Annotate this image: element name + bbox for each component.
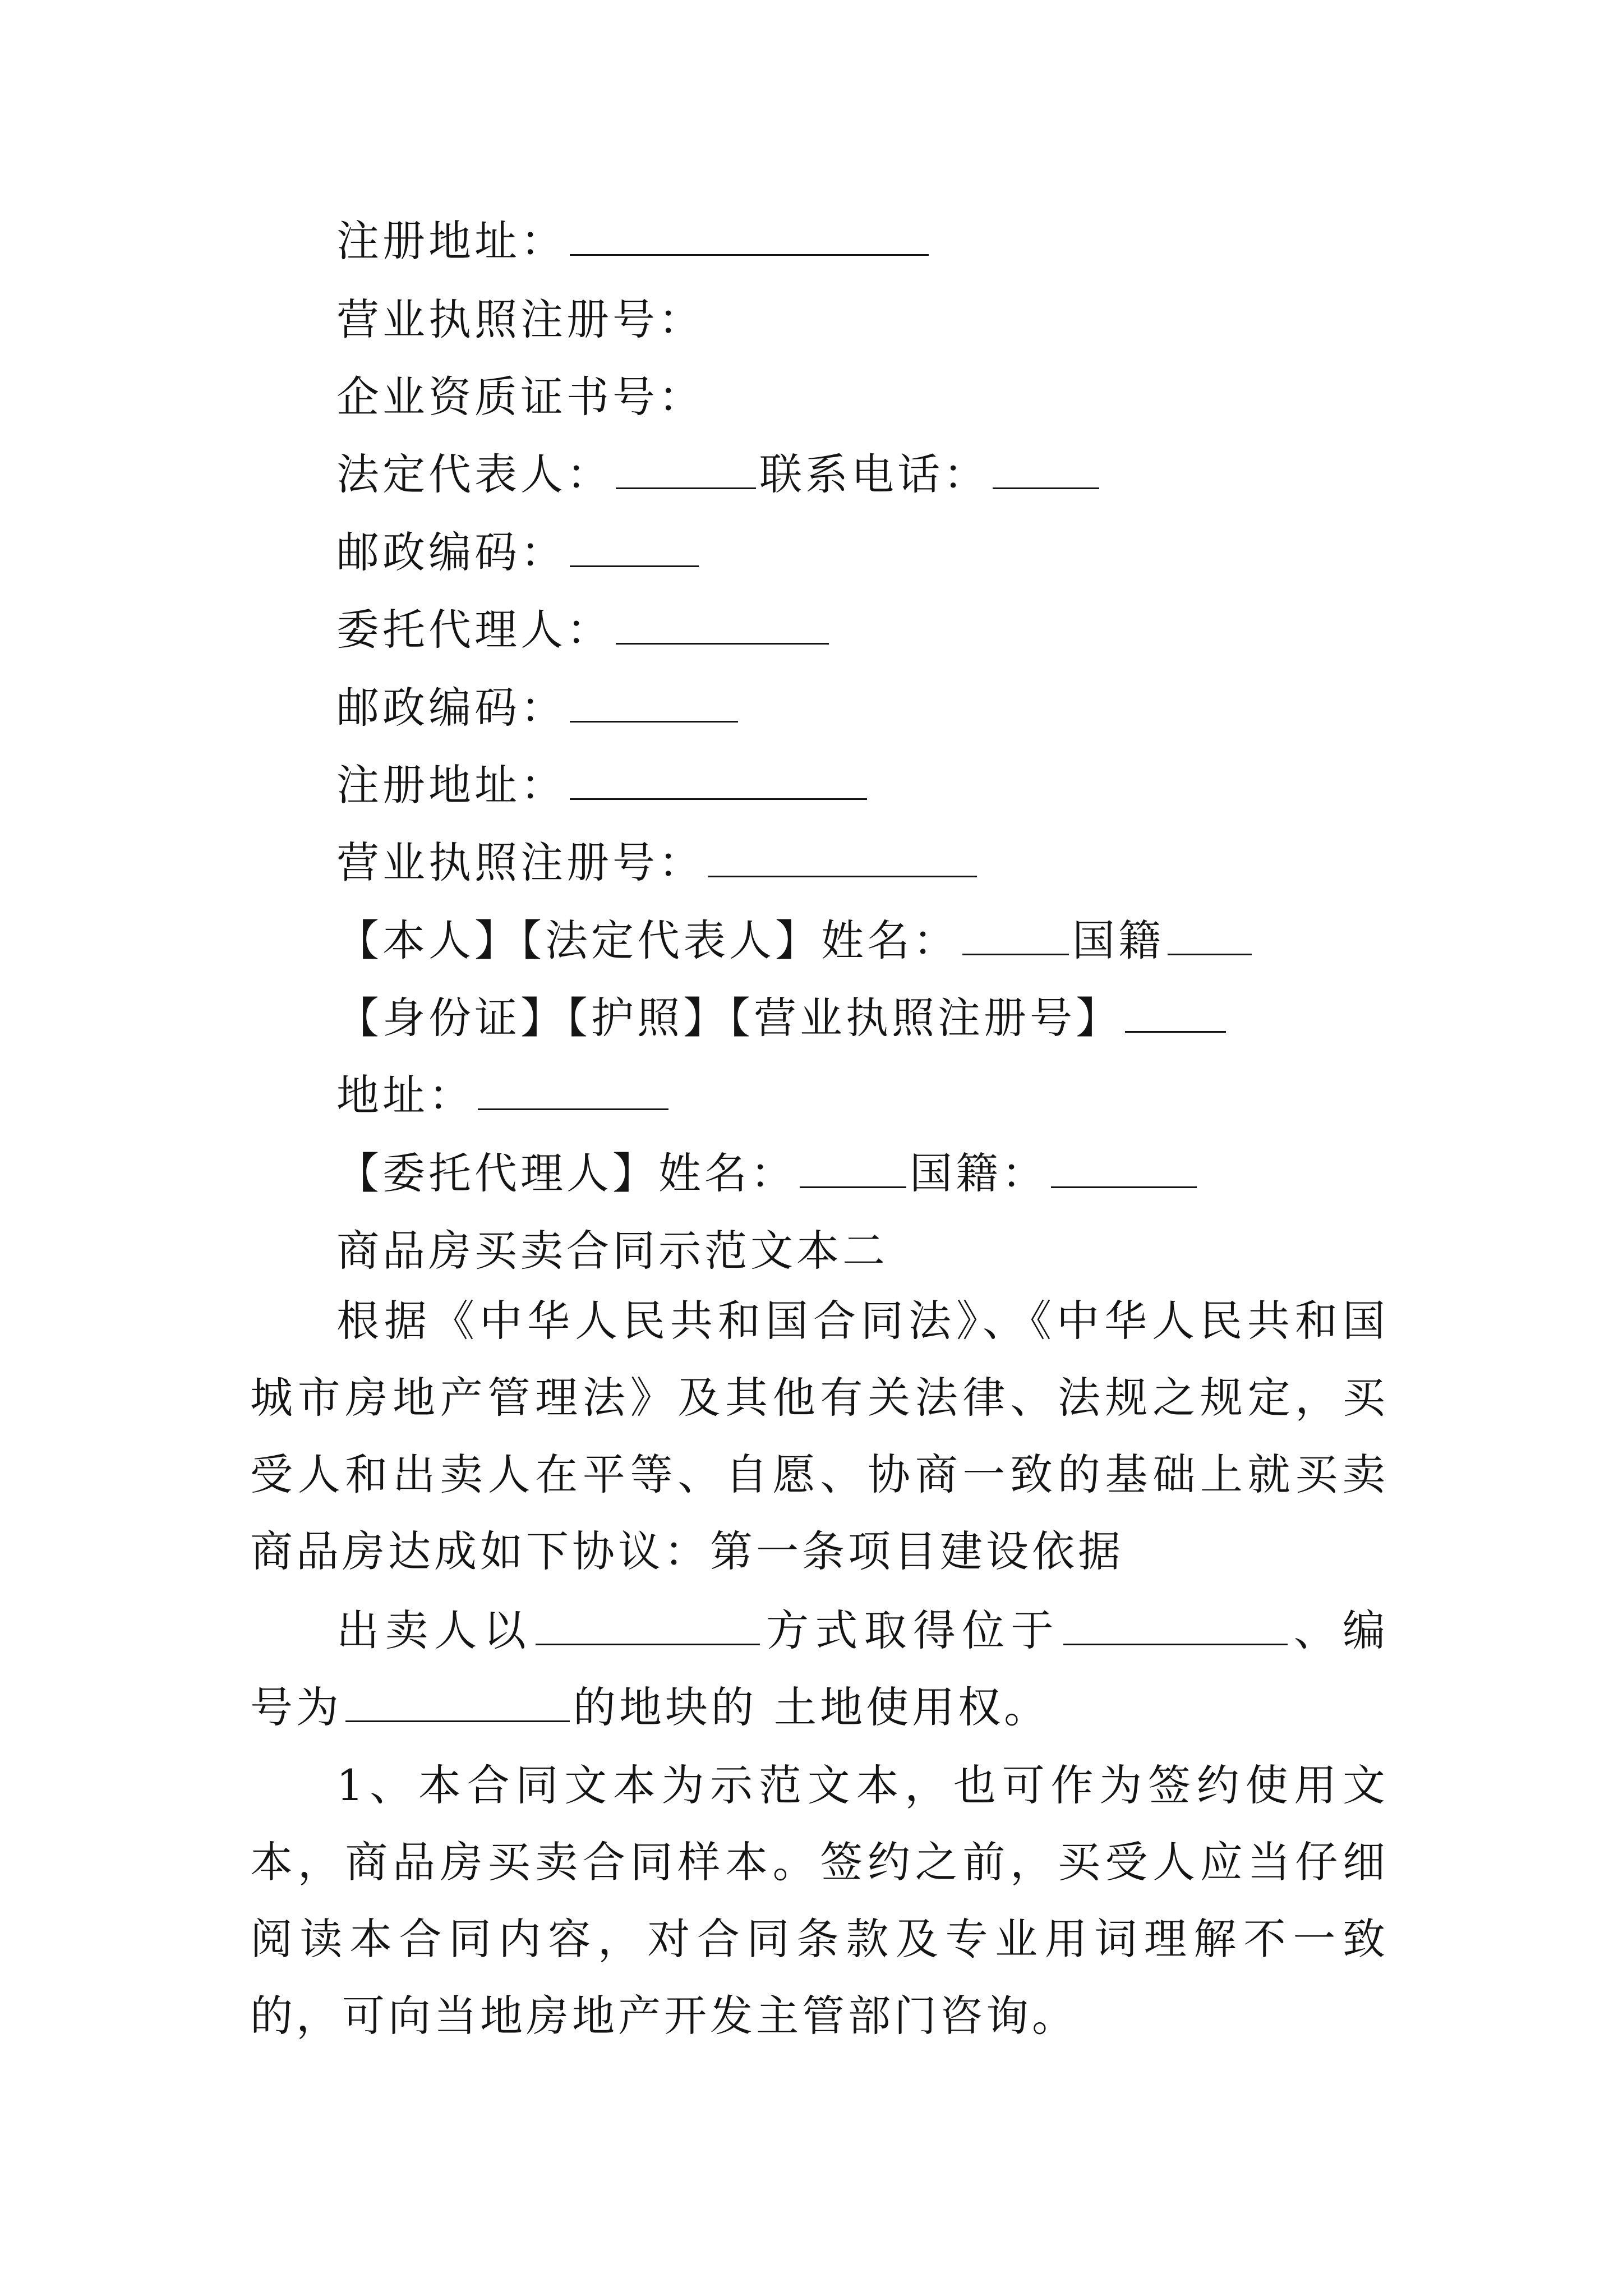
agent-line <box>336 602 832 658</box>
land-location-blank[interactable] <box>1063 1611 1288 1645</box>
section-title-text: 商品房买卖合同示范文本二 <box>336 1226 888 1276</box>
legal-rep-label: 法定代表人： <box>336 449 612 499</box>
postcode-label-1: 邮政编码： <box>336 527 566 577</box>
reg-address-label-2: 注册地址： <box>336 760 566 810</box>
agent-label: 委托代理人： <box>336 605 612 655</box>
license-no-line-1 <box>336 292 704 348</box>
intro-paragraph <box>250 1282 1389 1590</box>
buyer-address-blank[interactable] <box>478 1076 668 1110</box>
buyer-address-line <box>336 1068 672 1124</box>
buyer-id-line <box>336 990 1229 1046</box>
legal-rep-blank[interactable] <box>616 455 756 489</box>
intro-paragraph-text: 根据《中华人民共和国合同法》、《中华人民共和国城市房地产管理法》及其他有关法律、法规之规定，买受人和出卖人在平等、自愿、协商一致的基础上就买卖商品房达成如下协议：第一条项目建设依据 <box>250 1296 1389 1576</box>
reg-address-blank-2[interactable] <box>570 766 867 800</box>
postcode-label-2: 邮政编码： <box>336 683 566 733</box>
section-title <box>336 1223 888 1279</box>
qualification-label: 企业资质证书号： <box>336 372 704 422</box>
buyer-agent-nationality-blank[interactable] <box>1051 1154 1197 1188</box>
land-part4: 的地块的 土地使用权。 <box>573 1682 1050 1732</box>
buyer-name-label: 【本人】【法定代表人】姓名： <box>336 915 959 965</box>
buyer-agent-nationality-label: 国籍： <box>910 1148 1048 1198</box>
land-method-blank[interactable] <box>536 1611 760 1645</box>
buyer-nationality-label: 国籍 <box>1072 915 1164 965</box>
contact-phone-blank[interactable] <box>993 455 1099 489</box>
buyer-name-blank[interactable] <box>962 921 1069 955</box>
reg-address-line-1 <box>336 213 932 269</box>
license-no-label-2: 营业执照注册号： <box>336 838 704 887</box>
postcode-line-2 <box>336 680 741 736</box>
buyer-agent-line <box>336 1145 1200 1202</box>
buyer-agent-blank[interactable] <box>800 1154 906 1188</box>
postcode-line-1 <box>336 524 702 581</box>
license-no-line-2 <box>336 835 980 891</box>
buyer-name-line <box>336 913 1255 969</box>
land-part1: 出卖人以 <box>336 1605 532 1655</box>
contact-phone-label: 联系电话： <box>759 449 989 499</box>
qualification-line <box>336 369 704 425</box>
buyer-id-label: 【身份证】【护照】【营业执照注册号】 <box>336 993 1122 1043</box>
land-part2: 方式取得位于 <box>763 1605 1060 1655</box>
land-paragraph <box>250 1592 1389 1746</box>
buyer-id-blank[interactable] <box>1125 999 1226 1033</box>
buyer-address-label: 地址： <box>336 1070 474 1120</box>
land-number-blank[interactable] <box>345 1688 570 1722</box>
note-paragraph-text: 1、本合同文本为示范文本，也可作为签约使用文本，商品房买卖合同样本。签约之前，买受人应当仔细阅读本合同内容，对合同条款及专业用词理解不一致的，可向当地房地产开发主管部门咨询。 <box>250 1760 1389 2041</box>
legal-rep-line <box>336 447 1103 503</box>
reg-address-label: 注册地址： <box>336 216 566 266</box>
buyer-nationality-blank[interactable] <box>1168 921 1252 955</box>
land-part3: 、编号为 <box>250 1605 1389 1732</box>
agent-blank[interactable] <box>616 610 829 645</box>
reg-address-line-2 <box>336 757 870 813</box>
reg-address-blank[interactable] <box>570 222 929 256</box>
license-no-blank-2[interactable] <box>708 843 977 877</box>
buyer-agent-label: 【委托代理人】姓名： <box>336 1148 796 1198</box>
postcode-blank-2[interactable] <box>570 688 738 723</box>
note-paragraph <box>250 1747 1389 2054</box>
license-no-label: 营业执照注册号： <box>336 295 704 344</box>
postcode-blank-1[interactable] <box>570 533 699 567</box>
